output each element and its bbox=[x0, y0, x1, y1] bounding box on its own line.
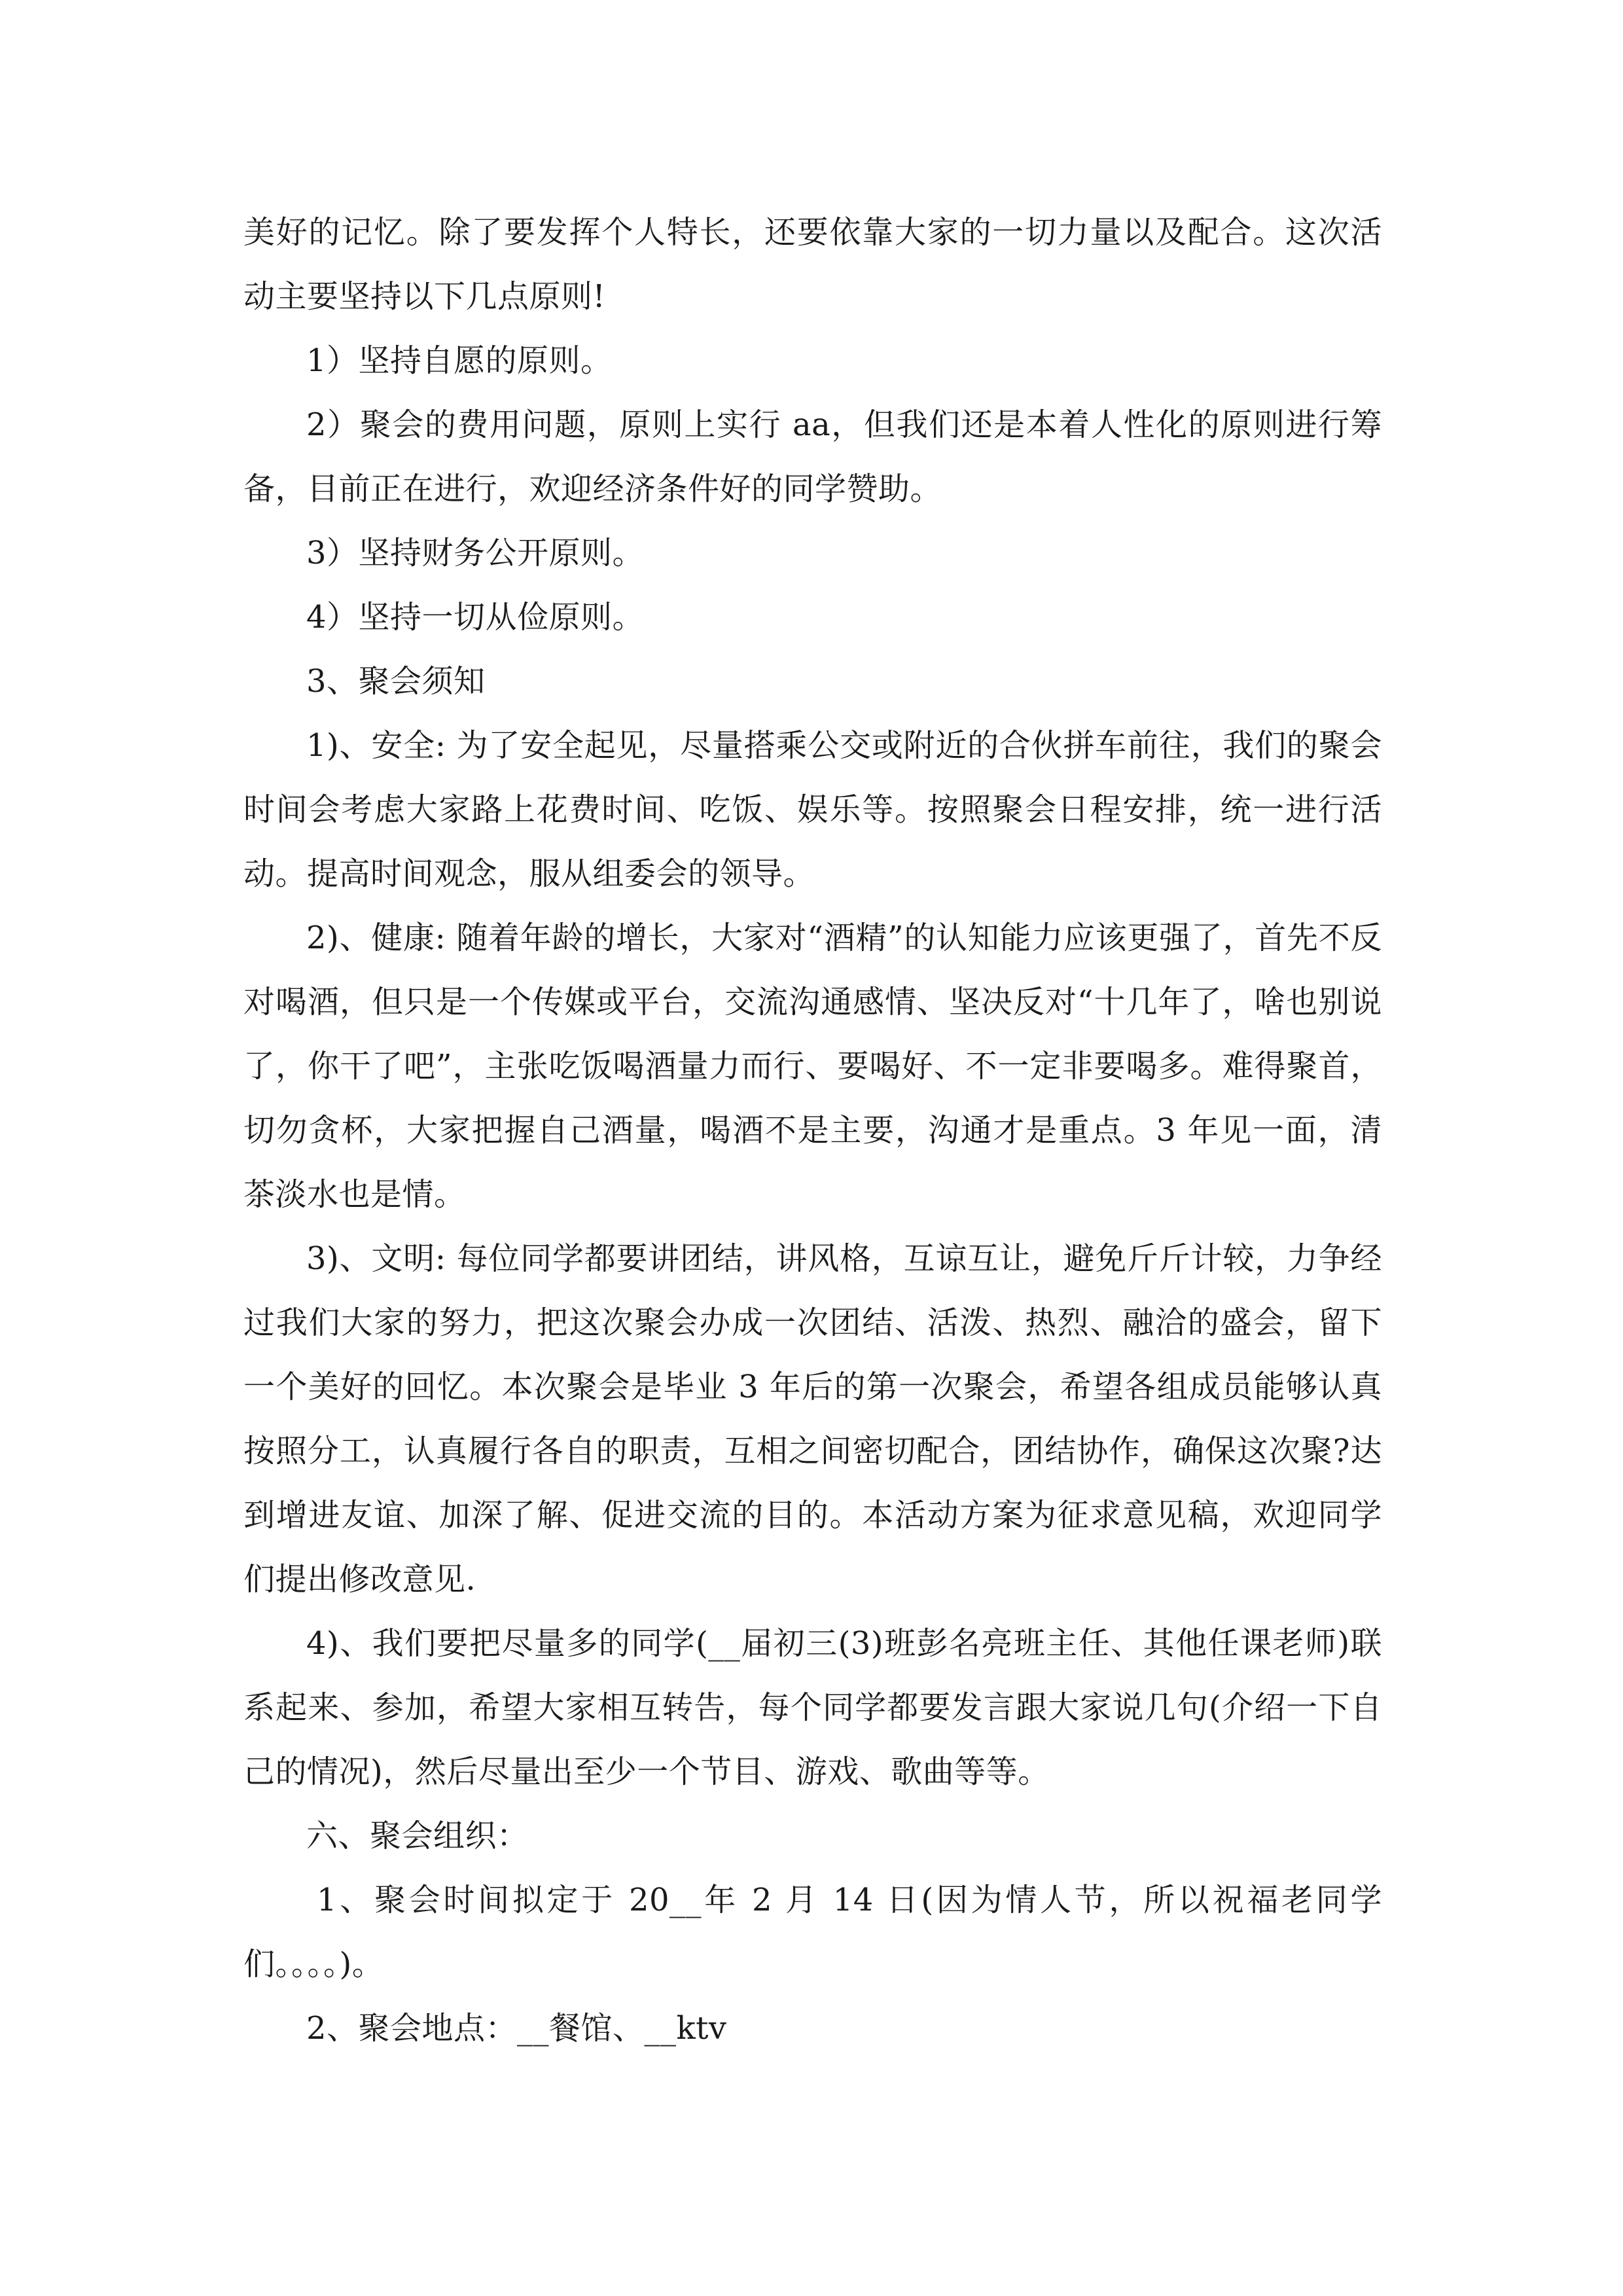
document-body bbox=[243, 200, 1382, 2060]
principle-item-3: 3）坚持财务公开原则。 bbox=[306, 535, 645, 571]
section-heading-notice: 3、聚会须知 bbox=[306, 663, 486, 700]
notice-item-civility: 3)、文明: 每位同学都要讲团结，讲风格，互谅互让，避免斤斤计较，力争经过我们大家的努力，把这次聚会办成一次团结、活泼、热烈、融洽的盛会，留下一个美好的回忆。本次聚会是毕业 3 年后的第一次聚会，希望各组成员能够认真按照分工，认真履行各自的职责，互相之间密切配合，团结协作，确保这次聚?达到增进友谊、加深了解、促进交流的目的。本活动方案为征求意见稿，欢迎同学们提出修改意见. bbox=[243, 1240, 1382, 1598]
principle-item-2: 2）聚会的费用问题，原则上实行 aa，但我们还是本着人性化的原则进行筹备，目前正在进行，欢迎经济条件好的同学赞助。 bbox=[243, 406, 1382, 507]
organization-item-location: 2、聚会地点：__餐馆、__ktv bbox=[306, 2010, 727, 2047]
principle-item-1: 1）坚持自愿的原则。 bbox=[306, 342, 613, 379]
notice-item-contact: 4)、我们要把尽量多的同学(__届初三(3)班彭名亮班主任、其他任课老师)联系起来、参加，希望大家相互转告，每个同学都要发言跟大家说几句(介绍一下自己的情况)，然后尽量出至少一个节目、游戏、歌曲等等。 bbox=[243, 1625, 1382, 1790]
section-heading-organization: 六、聚会组织： bbox=[306, 1818, 529, 1854]
organization-item-time: 1、聚会时间拟定于 20__年 2 月 14 日(因为情人节，所以祝福老同学们。。。。)。 bbox=[243, 1882, 1382, 1982]
paragraph-intro: 美好的记忆。除了要发挥个人特长，还要依靠大家的一切力量以及配合。这次活动主要坚持以下几点原则! bbox=[243, 214, 1382, 315]
notice-item-safety: 1)、安全: 为了安全起见，尽量搭乘公交或附近的合伙拼车前往，我们的聚会时间会考虑大家路上花费时间、吃饭、娱乐等。按照聚会日程安排，统一进行活动。提高时间观念，服从组委会的领导。 bbox=[243, 727, 1382, 892]
principle-item-4: 4）坚持一切从俭原则。 bbox=[306, 599, 645, 636]
notice-item-health: 2)、健康: 随着年龄的增长，大家对“酒精”的认知能力应该更强了，首先不反对喝酒，但只是一个传媒或平台，交流沟通感情、坚决反对“十几年了，啥也别说了，你干了吧”，主张吃饭喝酒量力而行、要喝好、不一定非要喝多。难得聚首，切勿贪杯，大家把握自己酒量，喝酒不是主要，沟通才是重点。3 年见一面，清茶淡水也是情。 bbox=[243, 920, 1382, 1213]
